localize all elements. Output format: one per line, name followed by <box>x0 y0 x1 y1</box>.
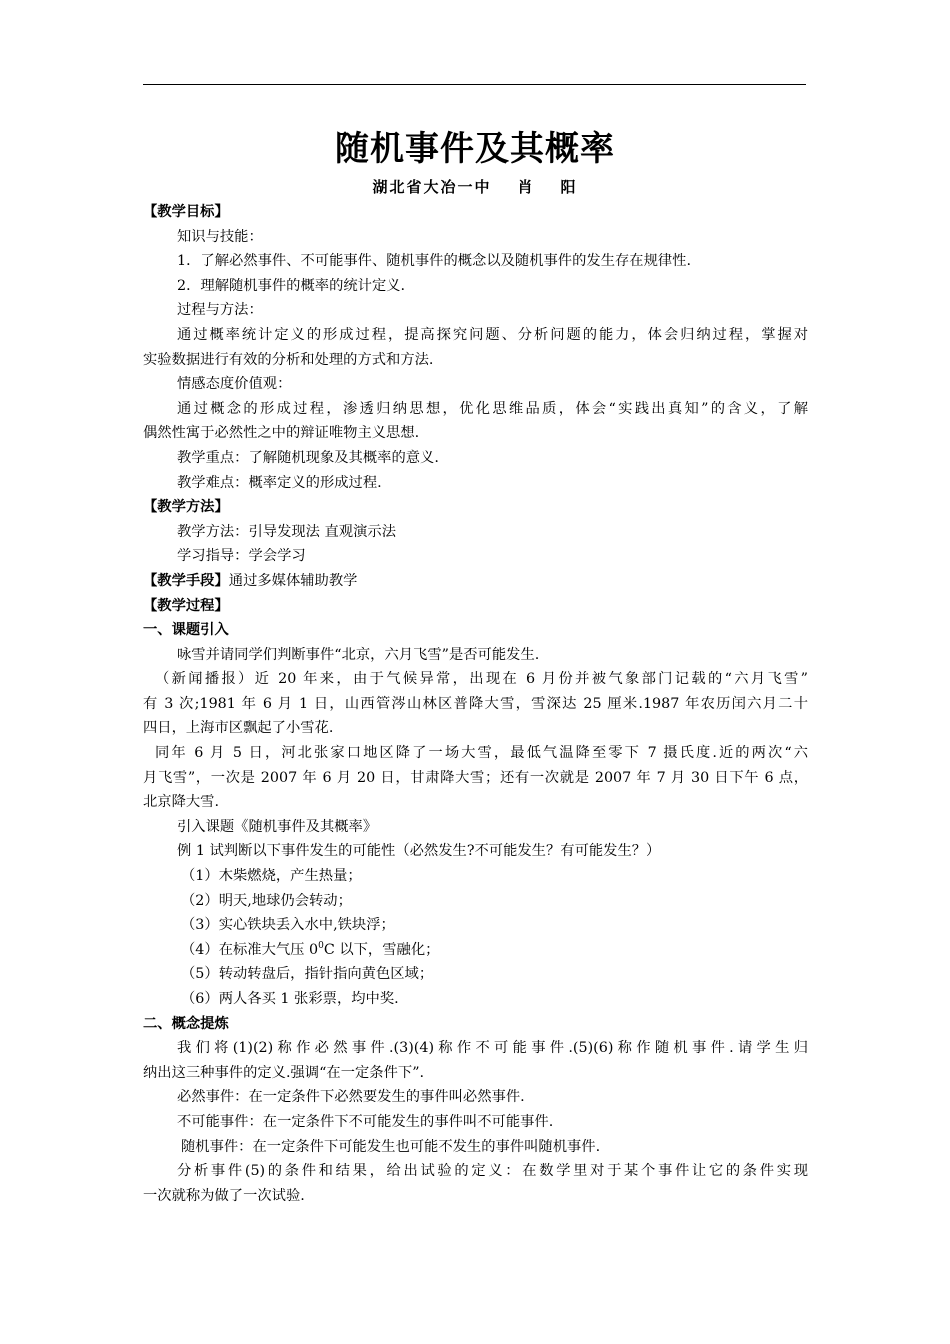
goal-knowledge-item-1: 1．了解必然事件、不可能事件、随机事件的概念以及随机事件的发生存在规律性. <box>177 253 692 270</box>
definition-impossible-event: 不可能事件：在一定条件下不可能发生的事件叫不可能事件. <box>177 1113 554 1130</box>
method-line-1: 教学方法：引导发现法 直观演示法 <box>177 523 396 540</box>
heading-teaching-goals: 【教学目标】 <box>143 204 229 220</box>
method-line-2: 学习指导：学会学习 <box>177 548 306 565</box>
goal-emotion-text-line-2: 偶然性寓于必然性之中的辩证唯物主义思想. <box>143 425 420 442</box>
section-1-title: 一、课题引入 <box>143 622 229 639</box>
goal-knowledge-title: 知识与技能： <box>177 228 263 245</box>
section-2-paragraph-line-2: 纳出这三种事件的定义.强调“在一定条件下”. <box>143 1064 425 1081</box>
trial-definition-line-1: 分析事件(5)的条件和结果，给出试验的定义：在数学里对于某个事件让它的条件实现 <box>177 1163 808 1180</box>
goal-process-text-line-1: 通过概率统计定义的形成过程，提高探究问题、分析问题的能力，体会归纳过程，掌握对 <box>177 326 808 343</box>
degree-superscript: 0 <box>318 940 324 951</box>
author-line <box>0 176 950 198</box>
news-paragraph-line-1: （新闻播报）近 20 年来，由于气候异常，出现在 6 月份并被气象部门记载的“六月飞雪” <box>155 671 808 688</box>
snow-paragraph-line-3: 北京降大雪. <box>143 794 220 811</box>
example-item-4-text-b: C 以下，雪融化； <box>323 941 440 958</box>
example-item-5: （5）转动转盘后，指针指向黄色区域； <box>181 966 434 983</box>
teaching-means-text: 通过多媒体辅助教学 <box>228 572 358 589</box>
lesson-intro: 引入课题《随机事件及其概率》 <box>177 818 378 835</box>
definition-random-event: 随机事件：在一定条件下可能发生也可能不发生的事件叫随机事件. <box>181 1138 601 1155</box>
author-name-first: 肖 <box>517 178 535 196</box>
key-point: 教学重点：了解随机现象及其概率的意义. <box>177 449 439 466</box>
goal-process-text-line-2: 实验数据进行有效的分析和处理的方式和方法. <box>143 351 434 368</box>
section-1-paragraph-1: 咏雪并请同学们判断事件“北京，六月飞雪”是否可能发生. <box>177 646 540 663</box>
section-2-paragraph-line-1: 我们将(1)(2)称作必然事件.(3)(4)称作不可能事件.(5)(6)称作随机事件.请学生归 <box>177 1040 808 1057</box>
teaching-means-line <box>143 569 808 594</box>
example-1: 例 1 试判断以下事件发生的可能性（必然发生?不可能发生？有可能发生？） <box>177 843 661 860</box>
section-2-title: 二、概念提炼 <box>143 1015 229 1032</box>
author-name-second: 阳 <box>560 178 578 196</box>
header-rule <box>143 84 806 85</box>
example-item-3: （3）实心铁块丢入水中,铁块浮； <box>181 917 395 934</box>
goal-emotion-title: 情感态度价值观： <box>177 376 292 393</box>
example-item-6: （6）两人各买 1 张彩票，均中奖. <box>181 991 399 1007</box>
heading-teaching-means: 【教学手段】 <box>143 572 229 589</box>
goal-process-title: 过程与方法： <box>177 302 263 319</box>
news-paragraph-line-3: 四日，上海市区飘起了小雪花. <box>143 720 334 737</box>
difficult-point: 教学难点：概率定义的形成过程. <box>177 474 382 491</box>
author-school: 湖北省大冶一中 <box>372 178 492 196</box>
example-item-4 <box>143 938 808 963</box>
news-paragraph-line-2: 有 3 次;1981 年 6 月 1 日，山西管涔山林区普降大雪，雪深达 25 厘米.1987 年农历闰六月二十 <box>143 695 808 712</box>
snow-paragraph-line-2: 月飞雪”，一次是 2007 年 6 月 20 日，甘肃降大雪；还有一次就是 2007 年 7 月 30 日下午 6 点， <box>143 769 808 786</box>
example-item-4-text-a: （4）在标准大气压 0 <box>181 941 319 958</box>
heading-teaching-process: 【教学过程】 <box>143 597 229 614</box>
definition-certain-event: 必然事件：在一定条件下必然要发生的事件叫必然事件. <box>177 1089 525 1106</box>
goal-emotion-text-line-1: 通过概念的形成过程，渗透归纳思想，优化思维品质，体会“实践出真知”的含义，了解 <box>177 400 808 417</box>
trial-definition-line-2: 一次就称为做了一次试验. <box>143 1187 305 1204</box>
document-body <box>143 200 808 1208</box>
heading-teaching-method: 【教学方法】 <box>143 499 229 516</box>
goal-knowledge-item-2: 2．理解随机事件的概率的统计定义. <box>177 277 406 294</box>
snow-paragraph-line-1: 同年 6 月 5 日，河北张家口地区降了一场大雪，最低气温降至零下 7 摄氏度.近的两次“六 <box>155 745 808 762</box>
document-title: 随机事件及其概率 <box>335 129 615 169</box>
example-item-2: （2）明天,地球仍会转动； <box>181 892 352 909</box>
example-item-1: （1）木柴燃烧，产生热量； <box>181 868 362 885</box>
